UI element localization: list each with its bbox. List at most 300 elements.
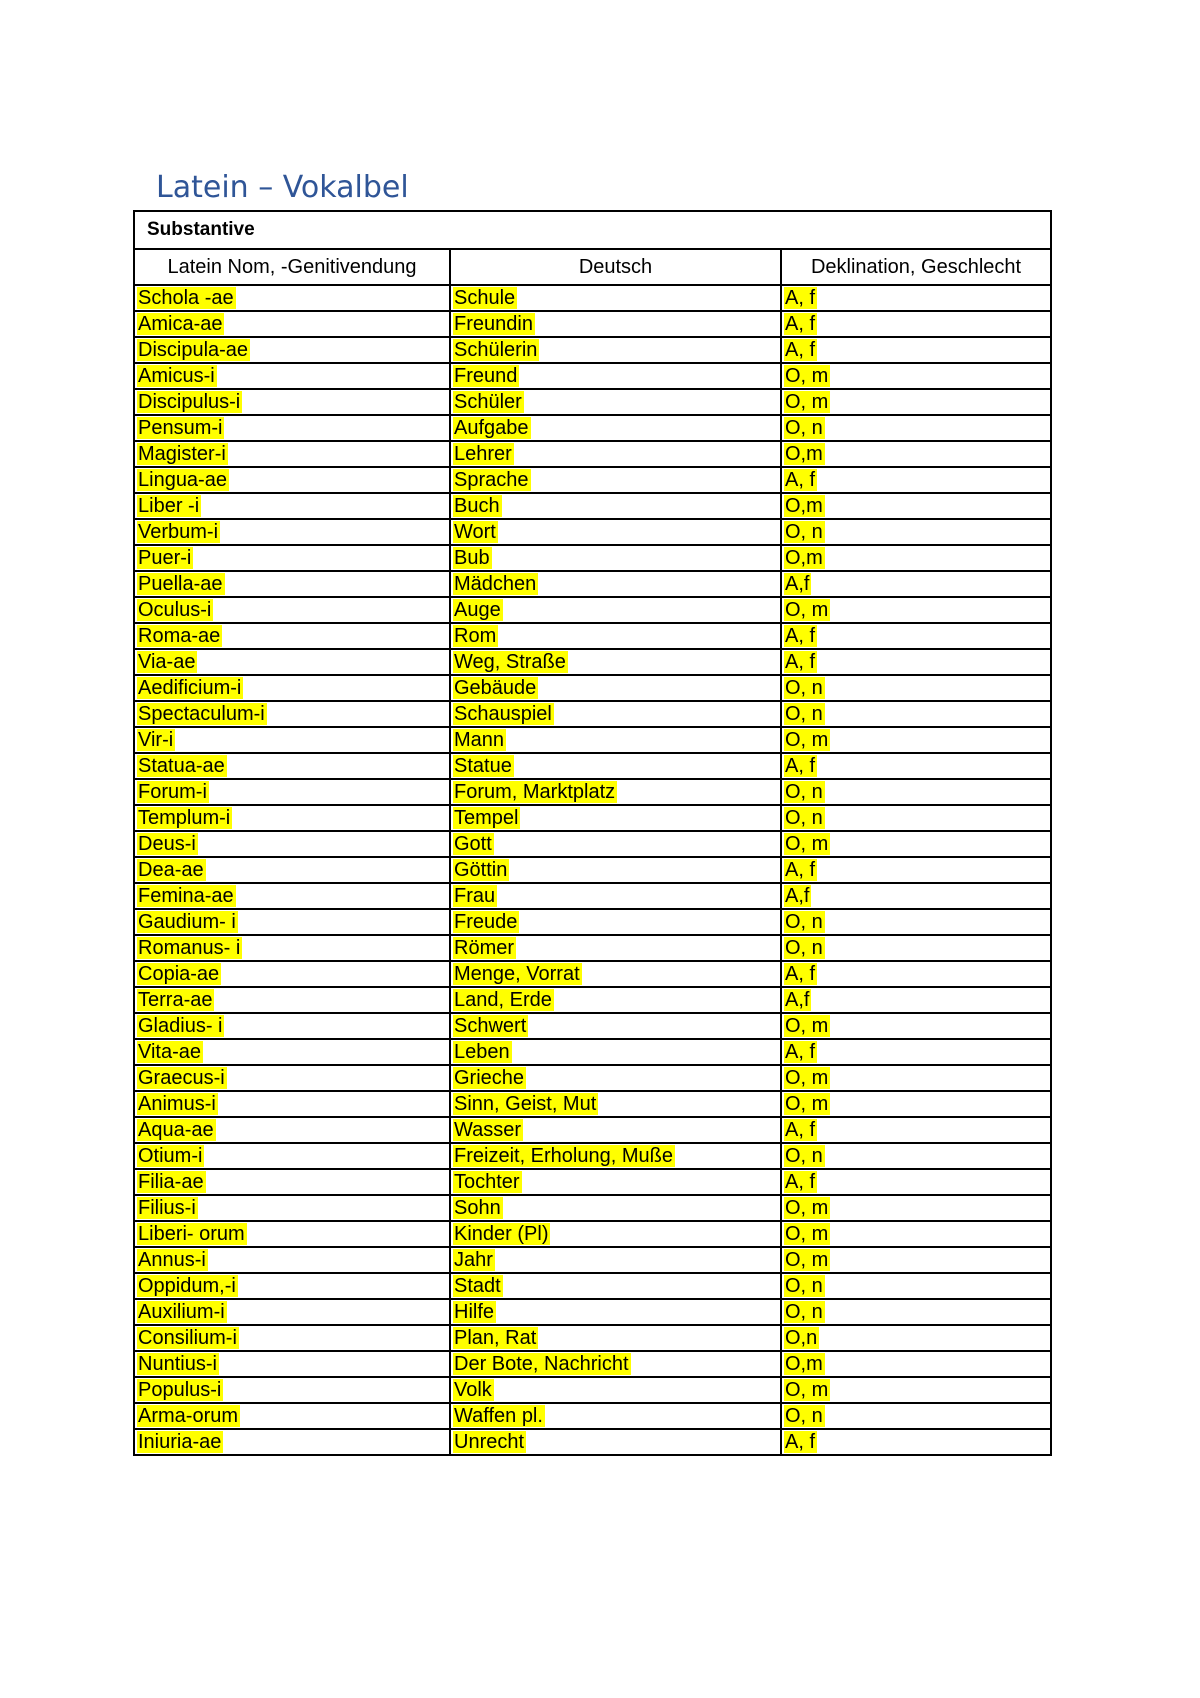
highlighted-text: O, n — [785, 703, 823, 725]
highlighted-text: Volk — [454, 1379, 492, 1401]
highlighted-text: Schwert — [454, 1015, 527, 1037]
highlighted-text: O, m — [785, 833, 829, 855]
latin-cell — [134, 493, 450, 519]
highlighted-text: A,f — [785, 989, 810, 1011]
page-title: Latein – Vokalbel — [156, 170, 409, 205]
declension-cell — [781, 285, 1051, 311]
german-cell — [450, 285, 781, 311]
german-cell — [450, 909, 781, 935]
latin-cell — [134, 545, 450, 571]
declension-cell — [781, 779, 1051, 805]
table-row — [134, 753, 1051, 779]
latin-cell — [134, 649, 450, 675]
table-row — [134, 493, 1051, 519]
table-row — [134, 1117, 1051, 1143]
german-cell — [450, 1429, 781, 1455]
highlighted-text: O, m — [785, 1379, 829, 1401]
highlighted-text: Aufgabe — [454, 417, 529, 439]
table-row — [134, 675, 1051, 701]
german-cell — [450, 883, 781, 909]
column-header-german: Deutsch — [450, 249, 781, 285]
vocabulary-table — [133, 210, 1052, 1456]
column-header-declension: Deklination, Geschlecht — [781, 249, 1051, 285]
highlighted-text: O,m — [785, 495, 823, 517]
table-row — [134, 805, 1051, 831]
german-cell — [450, 649, 781, 675]
declension-cell — [781, 649, 1051, 675]
declension-cell — [781, 519, 1051, 545]
highlighted-text: O, m — [785, 365, 829, 387]
highlighted-text: O, n — [785, 1275, 823, 1297]
latin-cell — [134, 441, 450, 467]
german-cell — [450, 337, 781, 363]
latin-cell — [134, 779, 450, 805]
highlighted-text: Vir-i — [138, 729, 174, 751]
highlighted-text: Gott — [454, 833, 492, 855]
highlighted-text: A, f — [785, 287, 816, 309]
latin-cell — [134, 1013, 450, 1039]
declension-cell — [781, 1429, 1051, 1455]
highlighted-text: Dea-ae — [138, 859, 204, 881]
highlighted-text: Sinn, Geist, Mut — [454, 1093, 597, 1115]
declension-cell — [781, 1247, 1051, 1273]
highlighted-text: Via-ae — [138, 651, 196, 673]
section-title: Substantive — [134, 211, 1051, 249]
highlighted-text: Plan, Rat — [454, 1327, 537, 1349]
table-row — [134, 1039, 1051, 1065]
highlighted-text: Deus-i — [138, 833, 196, 855]
table-row — [134, 545, 1051, 571]
highlighted-text: Römer — [454, 937, 515, 959]
german-cell — [450, 675, 781, 701]
highlighted-text: Hilfe — [454, 1301, 495, 1323]
highlighted-text: Copia-ae — [138, 963, 220, 985]
declension-cell — [781, 337, 1051, 363]
highlighted-text: O, m — [785, 599, 829, 621]
declension-cell — [781, 961, 1051, 987]
german-cell — [450, 831, 781, 857]
highlighted-text: O, m — [785, 729, 829, 751]
highlighted-text: O, m — [785, 1093, 829, 1115]
table-row — [134, 1247, 1051, 1273]
highlighted-text: Roma-ae — [138, 625, 221, 647]
latin-cell — [134, 1091, 450, 1117]
latin-cell — [134, 467, 450, 493]
german-cell — [450, 441, 781, 467]
declension-cell — [781, 1351, 1051, 1377]
declension-cell — [781, 805, 1051, 831]
highlighted-text: Göttin — [454, 859, 508, 881]
declension-cell — [781, 727, 1051, 753]
table-row — [134, 389, 1051, 415]
german-cell — [450, 389, 781, 415]
german-cell — [450, 987, 781, 1013]
highlighted-text: Rom — [454, 625, 497, 647]
german-cell — [450, 1143, 781, 1169]
table-row — [134, 311, 1051, 337]
declension-cell — [781, 493, 1051, 519]
highlighted-text: Filius-i — [138, 1197, 196, 1219]
latin-cell — [134, 1429, 450, 1455]
highlighted-text: Sohn — [454, 1197, 501, 1219]
latin-cell — [134, 337, 450, 363]
latin-cell — [134, 961, 450, 987]
highlighted-text: O, n — [785, 1301, 823, 1323]
highlighted-text: Aedificium-i — [138, 677, 242, 699]
latin-cell — [134, 831, 450, 857]
highlighted-text: Freundin — [454, 313, 533, 335]
table-row — [134, 571, 1051, 597]
table-row — [134, 1169, 1051, 1195]
table-row — [134, 935, 1051, 961]
table-row — [134, 1065, 1051, 1091]
declension-cell — [781, 1143, 1051, 1169]
highlighted-text: O, n — [785, 417, 823, 439]
german-cell — [450, 1351, 781, 1377]
german-cell — [450, 1117, 781, 1143]
table-row — [134, 883, 1051, 909]
table-row — [134, 519, 1051, 545]
table-row — [134, 987, 1051, 1013]
latin-cell — [134, 285, 450, 311]
highlighted-text: Liber -i — [138, 495, 200, 517]
highlighted-text: Animus-i — [138, 1093, 216, 1115]
german-cell — [450, 935, 781, 961]
german-cell — [450, 1403, 781, 1429]
highlighted-text: O, m — [785, 1015, 829, 1037]
german-cell — [450, 597, 781, 623]
table-row — [134, 1195, 1051, 1221]
latin-cell — [134, 727, 450, 753]
highlighted-text: Amicus-i — [138, 365, 215, 387]
german-cell — [450, 779, 781, 805]
highlighted-text: Statue — [454, 755, 512, 777]
highlighted-text: A, f — [785, 1119, 816, 1141]
german-cell — [450, 571, 781, 597]
highlighted-text: O, n — [785, 677, 823, 699]
highlighted-text: Schüler — [454, 391, 522, 413]
highlighted-text: Menge, Vorrat — [454, 963, 580, 985]
declension-cell — [781, 1091, 1051, 1117]
latin-cell — [134, 1247, 450, 1273]
declension-cell — [781, 1013, 1051, 1039]
latin-cell — [134, 805, 450, 831]
latin-cell — [134, 909, 450, 935]
highlighted-text: Schola -ae — [138, 287, 234, 309]
latin-cell — [134, 311, 450, 337]
latin-cell — [134, 1195, 450, 1221]
german-cell — [450, 623, 781, 649]
declension-cell — [781, 571, 1051, 597]
german-cell — [450, 1377, 781, 1403]
highlighted-text: Unrecht — [454, 1431, 525, 1453]
declension-cell — [781, 467, 1051, 493]
highlighted-text: O, m — [785, 1067, 829, 1089]
table-row — [134, 1325, 1051, 1351]
highlighted-text: Auge — [454, 599, 501, 621]
highlighted-text: O,m — [785, 547, 823, 569]
highlighted-text: Romanus- i — [138, 937, 241, 959]
highlighted-text: Oppidum,-i — [138, 1275, 236, 1297]
latin-cell — [134, 1325, 450, 1351]
highlighted-text: Forum, Marktplatz — [454, 781, 616, 803]
german-cell — [450, 753, 781, 779]
declension-cell — [781, 311, 1051, 337]
table-row — [134, 831, 1051, 857]
highlighted-text: A, f — [785, 313, 816, 335]
highlighted-text: Freizeit, Erholung, Muße — [454, 1145, 673, 1167]
highlighted-text: Leben — [454, 1041, 510, 1063]
latin-cell — [134, 571, 450, 597]
highlighted-text: Freund — [454, 365, 518, 387]
latin-cell — [134, 987, 450, 1013]
declension-cell — [781, 1403, 1051, 1429]
declension-cell — [781, 623, 1051, 649]
table-row — [134, 1013, 1051, 1039]
highlighted-text: Forum-i — [138, 781, 207, 803]
german-cell — [450, 1273, 781, 1299]
table-row — [134, 623, 1051, 649]
latin-cell — [134, 1273, 450, 1299]
latin-cell — [134, 1065, 450, 1091]
declension-cell — [781, 441, 1051, 467]
highlighted-text: Femina-ae — [138, 885, 234, 907]
latin-cell — [134, 1143, 450, 1169]
highlighted-text: A, f — [785, 651, 816, 673]
german-cell — [450, 1221, 781, 1247]
highlighted-text: A, f — [785, 1171, 816, 1193]
highlighted-text: Weg, Straße — [454, 651, 566, 673]
table-row — [134, 1273, 1051, 1299]
table-row — [134, 1299, 1051, 1325]
highlighted-text: Discipulus-i — [138, 391, 241, 413]
highlighted-text: A, f — [785, 963, 816, 985]
highlighted-text: Lehrer — [454, 443, 512, 465]
declension-cell — [781, 675, 1051, 701]
german-cell — [450, 805, 781, 831]
latin-cell — [134, 1221, 450, 1247]
highlighted-text: O, n — [785, 521, 823, 543]
highlighted-text: Mann — [454, 729, 505, 751]
german-cell — [450, 1247, 781, 1273]
highlighted-text: Amica-ae — [138, 313, 223, 335]
highlighted-text: Mädchen — [454, 573, 537, 595]
highlighted-text: Spectaculum-i — [138, 703, 265, 725]
highlighted-text: O,n — [785, 1327, 818, 1349]
highlighted-text: Vita-ae — [138, 1041, 202, 1063]
table-row — [134, 727, 1051, 753]
german-cell — [450, 701, 781, 727]
latin-cell — [134, 1377, 450, 1403]
highlighted-text: Auxilium-i — [138, 1301, 225, 1323]
highlighted-text: Schülerin — [454, 339, 538, 361]
highlighted-text: Populus-i — [138, 1379, 222, 1401]
highlighted-text: Puer-i — [138, 547, 192, 569]
highlighted-text: O, m — [785, 391, 829, 413]
german-cell — [450, 363, 781, 389]
latin-cell — [134, 1039, 450, 1065]
highlighted-text: Iniuria-ae — [138, 1431, 222, 1453]
highlighted-text: O, n — [785, 807, 823, 829]
declension-cell — [781, 753, 1051, 779]
latin-cell — [134, 1299, 450, 1325]
declension-cell — [781, 935, 1051, 961]
highlighted-text: Verbum-i — [138, 521, 219, 543]
declension-cell — [781, 545, 1051, 571]
latin-cell — [134, 753, 450, 779]
latin-cell — [134, 883, 450, 909]
highlighted-text: Otium-i — [138, 1145, 203, 1167]
german-cell — [450, 493, 781, 519]
declension-cell — [781, 831, 1051, 857]
declension-cell — [781, 1221, 1051, 1247]
table-row — [134, 1143, 1051, 1169]
german-cell — [450, 727, 781, 753]
declension-cell — [781, 597, 1051, 623]
highlighted-text: O, m — [785, 1249, 829, 1271]
highlighted-text: Discipula-ae — [138, 339, 249, 361]
latin-cell — [134, 389, 450, 415]
highlighted-text: Stadt — [454, 1275, 501, 1297]
highlighted-text: A, f — [785, 625, 816, 647]
highlighted-text: Bub — [454, 547, 490, 569]
highlighted-text: O, n — [785, 1405, 823, 1427]
latin-cell — [134, 675, 450, 701]
highlighted-text: Kinder (Pl) — [454, 1223, 549, 1245]
german-cell — [450, 1299, 781, 1325]
highlighted-text: O,m — [785, 1353, 823, 1375]
german-cell — [450, 1169, 781, 1195]
highlighted-text: O,m — [785, 443, 823, 465]
table-row — [134, 1091, 1051, 1117]
declension-cell — [781, 1377, 1051, 1403]
highlighted-text: O, m — [785, 1197, 829, 1219]
declension-cell — [781, 389, 1051, 415]
highlighted-text: O, n — [785, 911, 823, 933]
highlighted-text: Graecus-i — [138, 1067, 225, 1089]
german-cell — [450, 961, 781, 987]
latin-cell — [134, 415, 450, 441]
table-row — [134, 1429, 1051, 1455]
table-row — [134, 857, 1051, 883]
table-row — [134, 467, 1051, 493]
highlighted-text: Tochter — [454, 1171, 520, 1193]
declension-cell — [781, 1117, 1051, 1143]
highlighted-text: Wort — [454, 521, 496, 543]
highlighted-text: Gaudium- i — [138, 911, 236, 933]
table-row — [134, 701, 1051, 727]
german-cell — [450, 1013, 781, 1039]
highlighted-text: Schule — [454, 287, 516, 309]
highlighted-text: Templum-i — [138, 807, 231, 829]
highlighted-text: A, f — [785, 469, 816, 491]
table-row — [134, 1221, 1051, 1247]
declension-cell — [781, 363, 1051, 389]
highlighted-text: Filia-ae — [138, 1171, 204, 1193]
declension-cell — [781, 415, 1051, 441]
german-cell — [450, 519, 781, 545]
highlighted-text: Wasser — [454, 1119, 522, 1141]
latin-cell — [134, 935, 450, 961]
declension-cell — [781, 1169, 1051, 1195]
german-cell — [450, 311, 781, 337]
latin-cell — [134, 1351, 450, 1377]
highlighted-text: Freude — [454, 911, 518, 933]
highlighted-text: Gebäude — [454, 677, 537, 699]
german-cell — [450, 1195, 781, 1221]
latin-cell — [134, 623, 450, 649]
column-header-latin: Latein Nom, -Genitivendung — [134, 249, 450, 285]
table-row — [134, 415, 1051, 441]
german-cell — [450, 1325, 781, 1351]
highlighted-text: Statua-ae — [138, 755, 225, 777]
declension-cell — [781, 1273, 1051, 1299]
german-cell — [450, 857, 781, 883]
header-row — [134, 249, 1051, 285]
highlighted-text: Frau — [454, 885, 496, 907]
highlighted-text: Land, Erde — [454, 989, 552, 1011]
declension-cell — [781, 987, 1051, 1013]
latin-cell — [134, 363, 450, 389]
highlighted-text: Annus-i — [138, 1249, 206, 1271]
declension-cell — [781, 1195, 1051, 1221]
table-row — [134, 961, 1051, 987]
latin-cell — [134, 597, 450, 623]
highlighted-text: Jahr — [454, 1249, 493, 1271]
highlighted-text: A,f — [785, 573, 810, 595]
latin-cell — [134, 701, 450, 727]
highlighted-text: Waffen pl. — [454, 1405, 543, 1427]
highlighted-text: Buch — [454, 495, 500, 517]
highlighted-text: O, n — [785, 781, 823, 803]
table-row — [134, 1377, 1051, 1403]
german-cell — [450, 415, 781, 441]
highlighted-text: Lingua-ae — [138, 469, 227, 491]
declension-cell — [781, 1299, 1051, 1325]
table-row — [134, 779, 1051, 805]
highlighted-text: Puella-ae — [138, 573, 223, 595]
highlighted-text: Tempel — [454, 807, 519, 829]
declension-cell — [781, 883, 1051, 909]
table-row — [134, 337, 1051, 363]
highlighted-text: A,f — [785, 885, 810, 907]
table-row — [134, 649, 1051, 675]
declension-cell — [781, 1065, 1051, 1091]
highlighted-text: Sprache — [454, 469, 529, 491]
latin-cell — [134, 1403, 450, 1429]
german-cell — [450, 1091, 781, 1117]
german-cell — [450, 1039, 781, 1065]
highlighted-text: Consilium-i — [138, 1327, 237, 1349]
table-row — [134, 441, 1051, 467]
highlighted-text: Arma-orum — [138, 1405, 239, 1427]
highlighted-text: Pensum-i — [138, 417, 223, 439]
german-cell — [450, 1065, 781, 1091]
highlighted-text: Oculus-i — [138, 599, 212, 621]
latin-cell — [134, 857, 450, 883]
table-row — [134, 597, 1051, 623]
german-cell — [450, 545, 781, 571]
latin-cell — [134, 1117, 450, 1143]
highlighted-text: O, m — [785, 1223, 829, 1245]
highlighted-text: A, f — [785, 1041, 816, 1063]
declension-cell — [781, 857, 1051, 883]
table-row — [134, 1403, 1051, 1429]
highlighted-text: Aqua-ae — [138, 1119, 214, 1141]
german-cell — [450, 467, 781, 493]
highlighted-text: A, f — [785, 1431, 816, 1453]
highlighted-text: O, n — [785, 1145, 823, 1167]
